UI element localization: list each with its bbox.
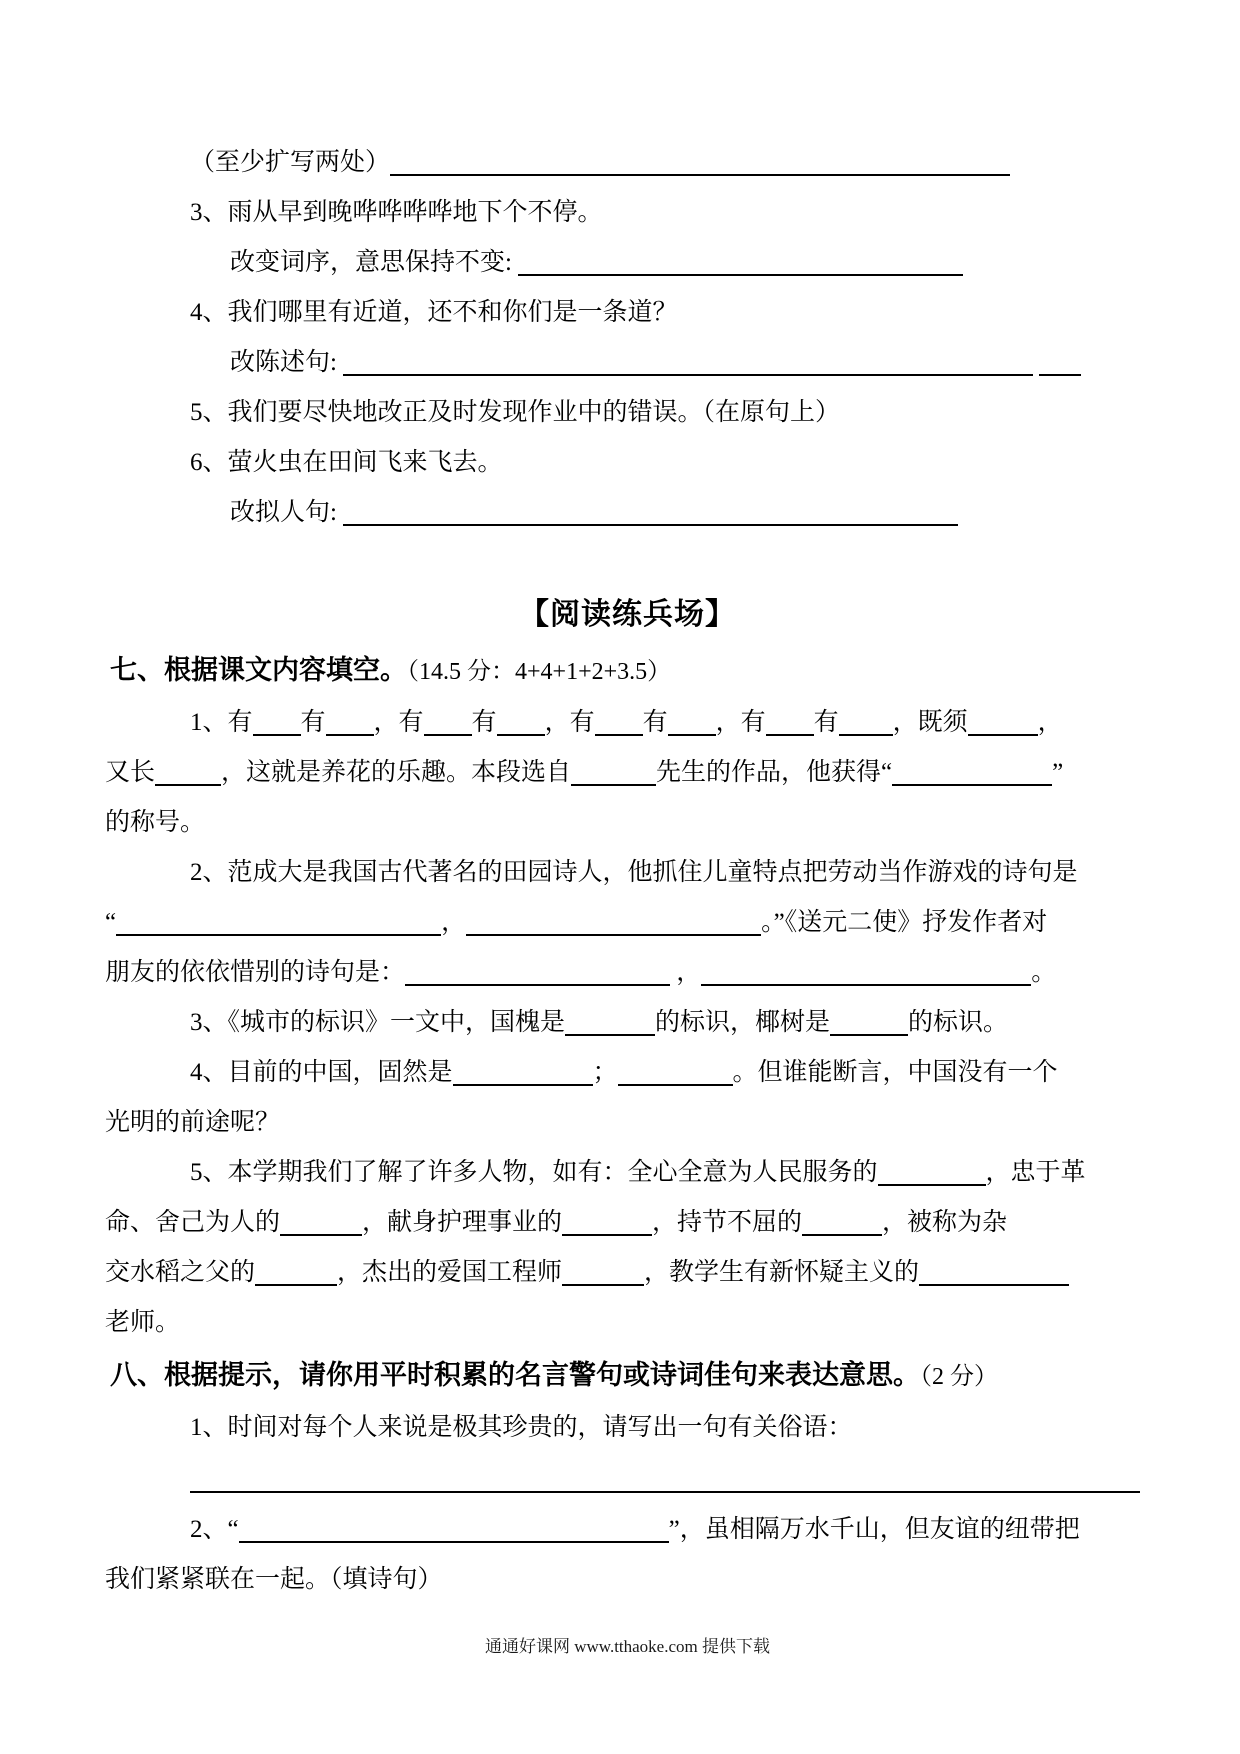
q7-1-line3	[105, 800, 1150, 850]
text-run: ，	[441, 909, 467, 936]
q8-1	[105, 1405, 1150, 1455]
q7-5-line4	[105, 1300, 1150, 1350]
fill-in-blank	[326, 700, 374, 736]
text-run: ，被称为杂	[882, 1209, 1008, 1236]
fill-in-blank	[424, 700, 472, 736]
fill-in-blank	[595, 700, 643, 736]
fill-in-blank	[919, 1250, 1069, 1286]
text-run: 有	[471, 709, 497, 736]
fill-in-blank	[668, 700, 716, 736]
q7-4-line1	[105, 1050, 1150, 1100]
section-eight-title	[105, 1350, 1150, 1405]
text-run: 有	[813, 709, 839, 736]
fill-in-blank	[155, 750, 221, 786]
fill-in-blank	[497, 700, 545, 736]
text-run: 光明的前途呢？	[105, 1109, 281, 1136]
text-run: 4、目前的中国，固然是	[190, 1059, 453, 1086]
text-run: ”	[1052, 759, 1064, 786]
question-5	[105, 390, 1150, 440]
question-3-instruction	[105, 240, 1150, 290]
fill-in-blank	[280, 1200, 362, 1236]
fill-in-blank	[405, 950, 670, 986]
text-run: 【阅读练兵场】	[519, 598, 736, 631]
text-run: 老师。	[105, 1309, 181, 1336]
exam-page-lines	[105, 140, 1150, 1607]
text-run: 有	[642, 709, 668, 736]
fill-in-blank	[968, 700, 1038, 736]
text-run: 6、萤火虫在田间飞来飞去。	[190, 449, 503, 476]
text-run: ，	[1037, 709, 1063, 736]
fill-in-blank	[190, 1457, 1140, 1493]
footer-download-note: 通通好课网 www.tthaoke.com 提供下载	[484, 1637, 771, 1656]
text-run: 交水稻之父的	[105, 1259, 256, 1286]
fill-in-blank	[701, 950, 1031, 986]
fill-in-blank	[766, 700, 814, 736]
text-run: 5、本学期我们了解了许多人物，如有：全心全意为人民服务的	[190, 1159, 878, 1186]
text-run: 2、范成大是我国古代著名的田园诗人，他抓住儿童特点把劳动当作游戏的诗句是	[190, 859, 1078, 886]
text-run: 的标识。	[908, 1009, 1009, 1036]
fill-in-blank	[830, 1000, 908, 1036]
question-6-instruction	[105, 490, 1150, 540]
text-run: “	[105, 909, 117, 936]
text-run: 有	[300, 709, 326, 736]
text-run: ，有	[544, 709, 595, 736]
text-run: 八、根据提示，请你用平时积累的名言警句或诗词佳句来表达意思。	[110, 1360, 920, 1390]
text-run: （2 分）	[920, 1364, 998, 1390]
text-run: 3、雨从早到晚哗哗哗哗地下个不停。	[190, 199, 603, 226]
fill-in-blank	[1039, 340, 1081, 376]
fill-in-blank	[562, 1200, 652, 1236]
text-run: 我们紧紧联在一起。（填诗句）	[105, 1566, 443, 1593]
q7-2-line3	[105, 950, 1150, 1000]
q7-1-line2	[105, 750, 1150, 800]
question-4	[105, 290, 1150, 340]
text-run: ，持节不屈的	[652, 1209, 803, 1236]
fill-in-blank	[802, 1200, 882, 1236]
text-run: 。”《送元二使》抒发作者对	[761, 909, 1048, 936]
fill-in-blank	[343, 490, 958, 526]
fill-in-blank	[253, 700, 301, 736]
fill-in-blank	[390, 140, 1010, 176]
q7-2-line1	[105, 850, 1150, 900]
q7-2-line2	[105, 900, 1150, 950]
text-run: 七、根据课文内容填空。	[110, 655, 407, 685]
q7-5-line3	[105, 1250, 1150, 1300]
text-run: 先生的作品，他获得“	[656, 759, 893, 786]
q7-5-line2	[105, 1200, 1150, 1250]
text-run: 。但谁能断言，中国没有一个	[732, 1059, 1058, 1086]
text-run: 改陈述句:	[230, 349, 344, 376]
fill-in-blank	[571, 750, 656, 786]
text-run: 5、我们要尽快地改正及时发现作业中的错误。（在原句上）	[190, 399, 841, 426]
fill-in-blank	[562, 1250, 644, 1286]
text-run: ，	[670, 959, 702, 986]
fill-in-blank	[453, 1050, 593, 1086]
fill-in-blank	[878, 1150, 986, 1186]
prompt-expand-note	[105, 140, 1150, 190]
question-6	[105, 440, 1150, 490]
fill-in-blank	[565, 1000, 655, 1036]
text-run: （至少扩写两处）	[190, 149, 391, 176]
section-seven-title	[105, 645, 1150, 700]
reading-section-banner	[105, 585, 1150, 645]
text-run: 朋友的依依惜别的诗句是：	[105, 959, 406, 986]
fill-in-blank	[518, 240, 963, 276]
text-run: （14.5 分：4+4+1+2+3.5）	[407, 659, 672, 685]
question-3	[105, 190, 1150, 240]
text-run: 的称号。	[105, 809, 206, 836]
fill-in-blank	[255, 1250, 337, 1286]
text-run: 。	[1031, 959, 1057, 986]
text-run: 的标识，椰树是	[655, 1009, 831, 1036]
fill-in-blank	[892, 750, 1052, 786]
fill-in-blank	[343, 340, 1033, 376]
q8-1-answer-line	[105, 1457, 1150, 1507]
text-run: ，有	[373, 709, 424, 736]
text-run: 命、舍己为人的	[105, 1209, 281, 1236]
text-run: 1、时间对每个人来说是极其珍贵的，请写出一句有关俗语：	[190, 1414, 853, 1441]
text-run: ，献身护理事业的	[362, 1209, 563, 1236]
text-run: ，这就是养花的乐趣。本段选自	[221, 759, 572, 786]
q8-2-line1	[105, 1507, 1150, 1557]
text-run: ；	[592, 1059, 618, 1086]
text-run: ，既须	[892, 709, 968, 736]
q7-4-line2	[105, 1100, 1150, 1150]
text-run: ，有	[715, 709, 766, 736]
text-run: 1、有	[190, 709, 253, 736]
text-run: ，忠于革	[985, 1159, 1086, 1186]
q7-3	[105, 1000, 1150, 1050]
text-run: 4、我们哪里有近道，还不和你们是一条道？	[190, 299, 678, 326]
fill-in-blank	[239, 1507, 669, 1543]
fill-in-blank	[839, 700, 893, 736]
q7-1-line1	[105, 700, 1150, 750]
question-4-instruction	[105, 340, 1150, 390]
text-run: ”，虽相隔万水千山，但友谊的纽带把	[668, 1516, 1080, 1543]
text-run: 2、“	[190, 1516, 239, 1543]
fill-in-blank	[466, 900, 761, 936]
q8-2-line2	[105, 1557, 1150, 1607]
text-run: ，教学生有新怀疑主义的	[644, 1259, 920, 1286]
text-run: 改拟人句:	[230, 499, 344, 526]
text-run: 又长	[105, 759, 156, 786]
fill-in-blank	[116, 900, 441, 936]
text-run: 3、《城市的标识》一文中，国槐是	[190, 1009, 566, 1036]
q7-5-line1	[105, 1150, 1150, 1200]
text-run: 改变词序，意思保持不变:	[230, 249, 519, 276]
fill-in-blank	[618, 1050, 733, 1086]
text-run: ，杰出的爱国工程师	[337, 1259, 563, 1286]
